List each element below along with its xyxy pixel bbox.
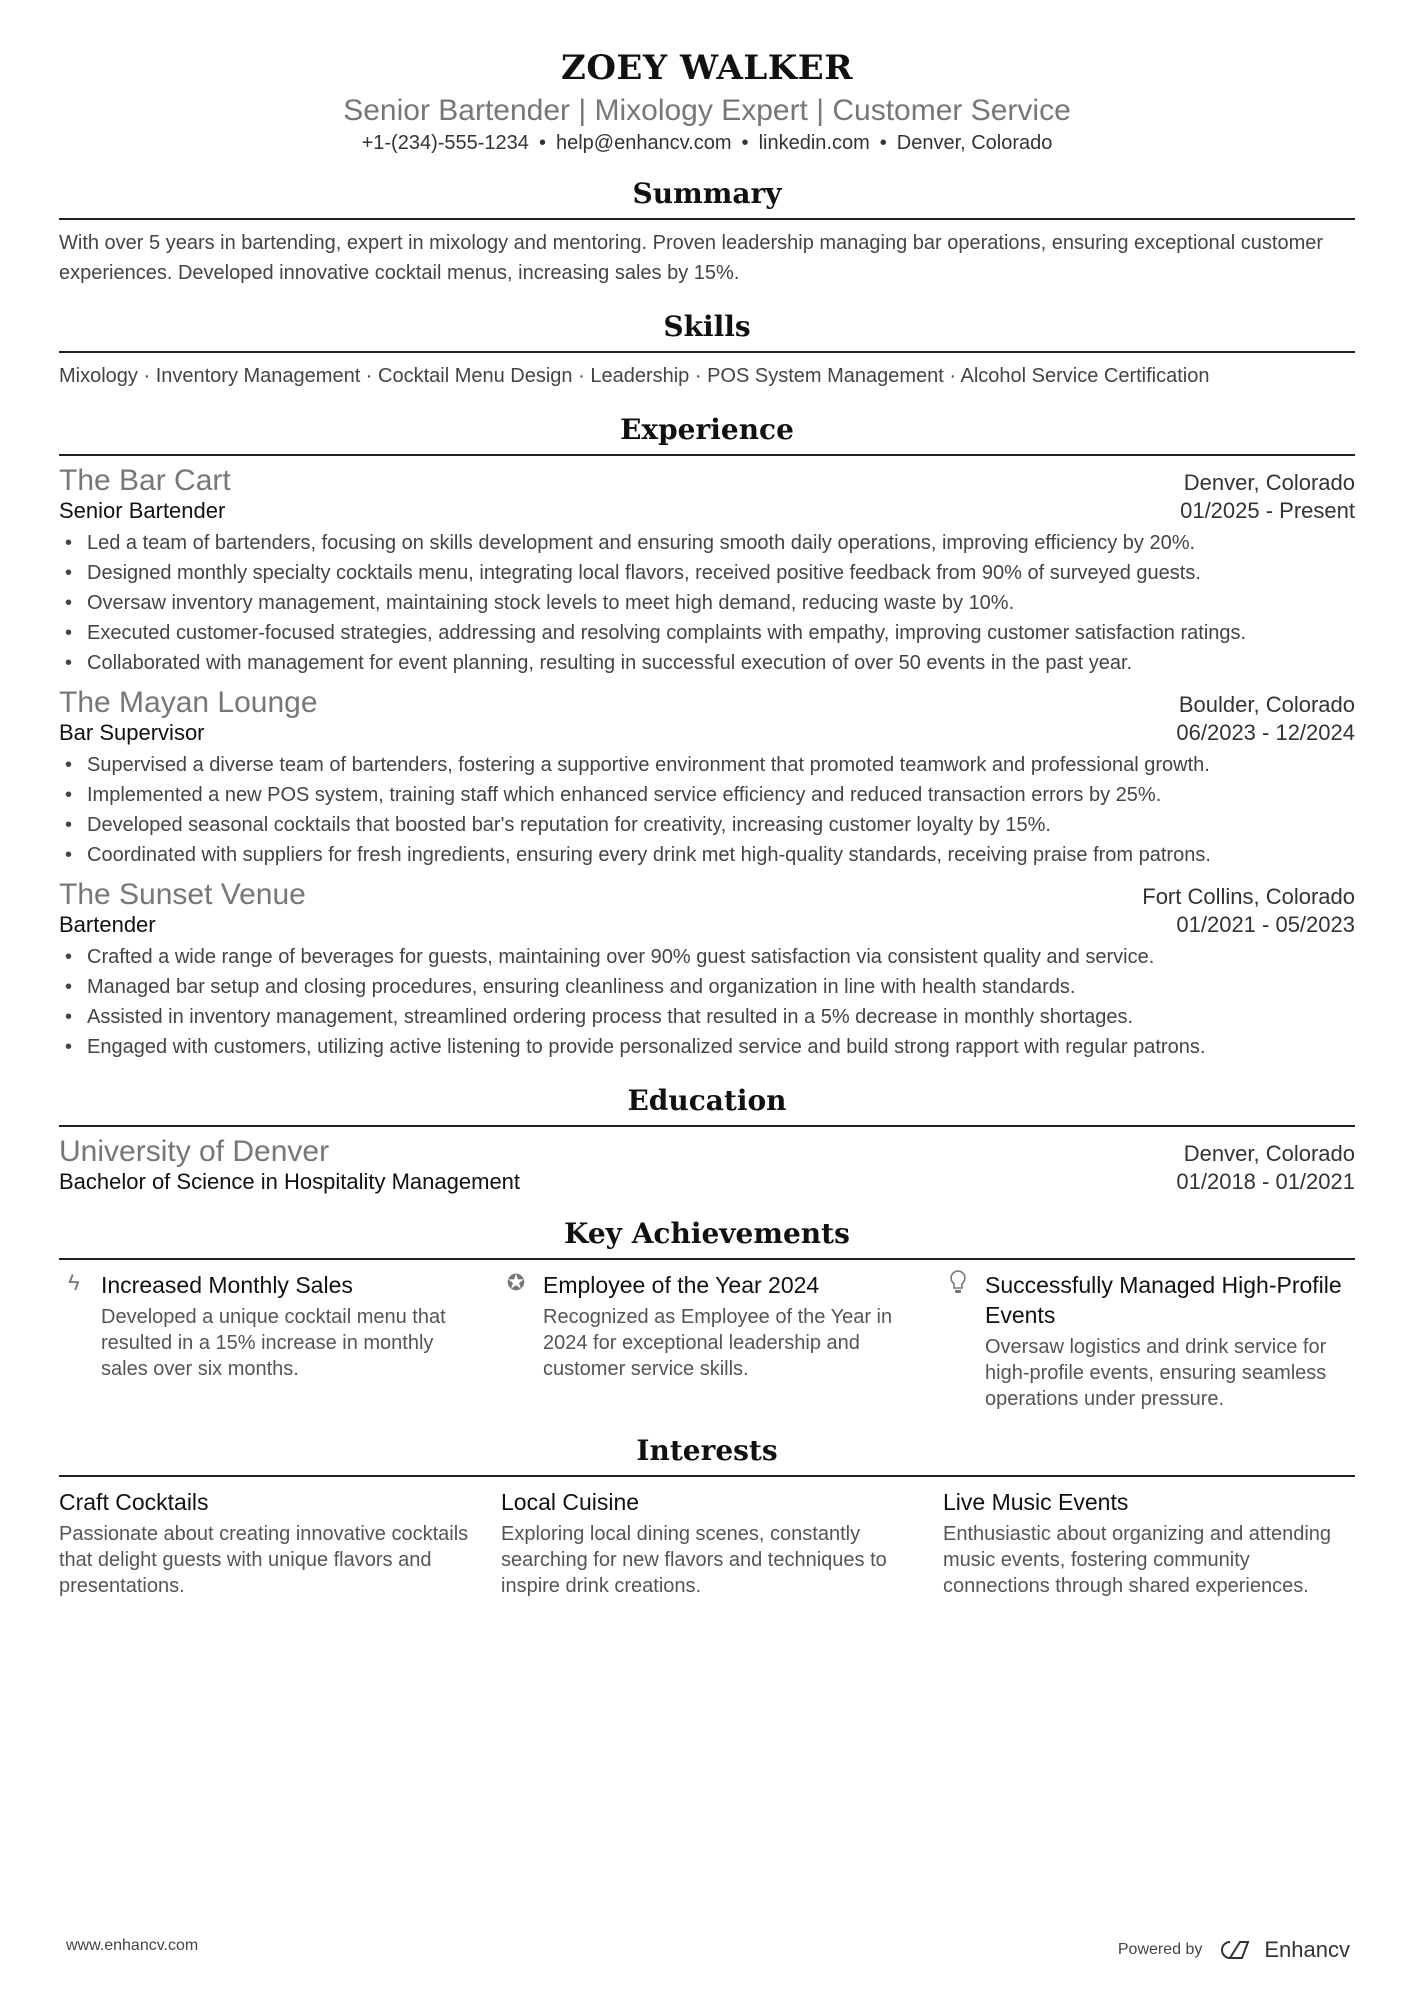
section-title: Skills [59,310,1355,353]
job-entry [59,678,1355,870]
bullet-item: • Managed bar setup and closing procedures, ensuring cleanliness and organization in line with health standards. [59,972,1355,1002]
bullet-item: • Assisted in inventory management, streamlined ordering process that resulted in a 5% decrease in monthly shortages. [59,1002,1355,1032]
bullet-item: • Led a team of bartenders, focusing on skills development and ensuring smooth daily operations, improving efficiency by 20%. [59,528,1355,558]
achievement-text: Oversaw logistics and drink service for high-profile events, ensuring seamless operations under pressure. [985,1336,1327,1410]
brand-name: Enhancv [1264,1937,1350,1962]
section-title: Interests [59,1434,1355,1477]
job-entry [59,870,1355,1062]
bullet-item: • Collaborated with management for event planning, resulting in successful execution of over 50 events in the past year. [59,648,1355,678]
school-name: University of Denver [59,1135,330,1168]
company-name: The Mayan Lounge [59,686,318,719]
interest-title: Live Music Events [943,1489,1129,1515]
bullet-item: • Developed seasonal cocktails that boosted bar's reputation for creativity, increasing customer loyalty by 15%. [59,810,1355,840]
interest-item [501,1487,913,1599]
job-bullets [59,942,1355,1062]
job-dates: 01/2025 - Present [1180,498,1355,523]
candidate-name: ZOEY WALKER [561,48,853,88]
job-location: Denver, Colorado [1183,470,1355,495]
achievement-text: Recognized as Employee of the Year in 2024 for exceptional leadership and customer service skills. [543,1306,893,1380]
job-dates: 06/2023 - 12/2024 [1176,720,1355,745]
company-name: The Bar Cart [59,464,231,497]
job-bullets [59,750,1355,870]
section-title: Experience [59,413,1355,456]
footer [66,1937,1350,1963]
school-location: Denver, Colorado [1183,1141,1355,1166]
interest-text: Enthusiastic about organizing and attending music events, fostering community connections through shared experiences. [943,1523,1332,1597]
interest-title: Local Cuisine [501,1489,640,1515]
bullet-item: • Coordinated with suppliers for fresh ingredients, ensuring every drink met high-quality standards, receiving praise from patrons. [59,840,1355,870]
achievement-item [501,1270,913,1412]
powered-by: Powered by [1117,1941,1203,1958]
website-link[interactable]: www.enhancv.com [66,1937,199,1954]
lightning-icon: ϟ [68,1270,80,1295]
achievement-title: Increased Monthly Sales [101,1272,353,1298]
contact-info: +1-(234)-555-1234 • help@enhancv.com • linkedin.com • Denver, Colorado [361,132,1053,154]
job-title: Bartender [59,912,156,937]
section-title: Summary [59,177,1355,220]
degree: Bachelor of Science in Hospitality Management [59,1169,521,1194]
email[interactable]: help@enhancv.com [555,132,732,154]
job-entry [59,456,1355,678]
section-title: Key Achievements [59,1217,1355,1260]
job-title: Bar Supervisor [59,720,205,745]
bullet-item: • Executed customer-focused strategies, addressing and resolving complaints with empathy, improving customer satisfaction ratings. [59,618,1355,648]
linkedin[interactable]: linkedin.com [758,132,870,154]
interest-text: Passionate about creating innovative cocktails that delight guests with unique flavors and presentations. [59,1523,469,1597]
job-title: Senior Bartender [59,498,226,523]
award-icon: ✪ [506,1270,526,1295]
education-section [59,1084,1355,1195]
summary-section [59,177,1355,288]
headline: Senior Bartender | Mixology Expert | Customer Service [343,94,1071,127]
education-dates: 01/2018 - 01/2021 [1176,1169,1355,1194]
bullet-item: • Supervised a diverse team of bartenders, fostering a supportive environment that promoted teamwork and professional growth. [59,750,1355,780]
enhancv-logo[interactable] [1216,1937,1350,1963]
job-bullets [59,528,1355,678]
interest-title: Craft Cocktails [59,1489,209,1515]
company-name: The Sunset Venue [59,878,306,911]
skills-section [59,310,1355,391]
interest-item [59,1487,471,1599]
interests-section [59,1434,1355,1599]
achievement-title: Successfully Managed High-Profile Events [985,1272,1342,1328]
bullet-item: • Designed monthly specialty cocktails menu, integrating local flavors, received positive feedback from 90% of surveyed guests. [59,558,1355,588]
interest-item [943,1487,1355,1599]
bullet-item: • Engaged with customers, utilizing active listening to provide personalized service and build strong rapport with regular patrons. [59,1032,1355,1062]
achievement-item [59,1270,471,1412]
achievements-section [59,1217,1355,1412]
phone: +1-(234)-555-1234 [361,132,529,154]
achievement-title: Employee of the Year 2024 [543,1272,820,1298]
experience-section [59,413,1355,1062]
bullet-item: • Oversaw inventory management, maintaining stock levels to meet high demand, reducing waste by 10%. [59,588,1355,618]
enhancv-logo-icon [1216,1939,1256,1961]
job-location: Fort Collins, Colorado [1142,884,1355,909]
bullet-item: • Crafted a wide range of beverages for guests, maintaining over 90% guest satisfaction via consistent quality and service. [59,942,1355,972]
bullet-item: • Implemented a new POS system, training staff which enhanced service efficiency and reduced transaction errors by 25%. [59,780,1355,810]
section-title: Education [59,1084,1355,1127]
location: Denver, Colorado [896,132,1053,154]
lightbulb-icon [943,1270,973,1412]
job-dates: 01/2021 - 05/2023 [1176,912,1355,937]
achievement-item [943,1270,1355,1412]
skills-list: Mixology · Inventory Management · Cocktail Menu Design · Leadership · POS System Management · Alcohol Service Certification [59,365,1210,387]
summary-text: With over 5 years in bartending, expert in mixology and mentoring. Proven leadership managing bar operations, ensuring exceptional customer experiences. Developed innovative cocktail menus, increasing sales by 15%. [59,232,1324,284]
interest-text: Exploring local dining scenes, constantly searching for new flavors and techniques to inspire drink creations. [501,1523,887,1597]
job-location: Boulder, Colorado [1178,692,1355,717]
achievement-text: Developed a unique cocktail menu that resulted in a 15% increase in monthly sales over six months. [101,1306,446,1380]
